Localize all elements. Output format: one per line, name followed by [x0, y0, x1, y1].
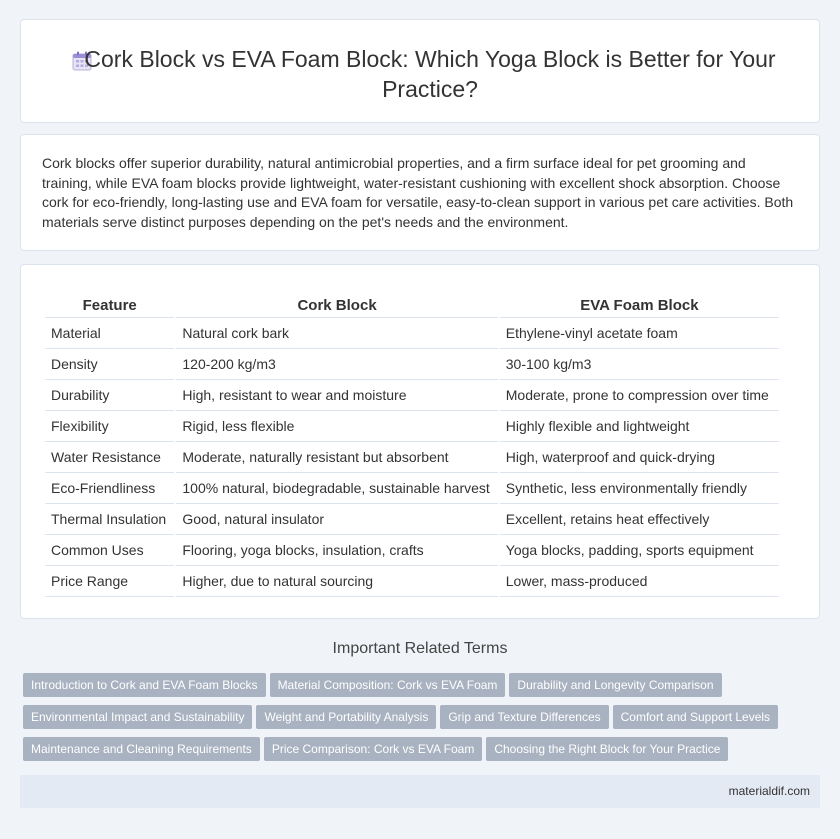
eva-cell: Synthetic, less environmentally friendly — [500, 473, 779, 504]
eva-cell: Excellent, retains heat effectively — [500, 504, 779, 535]
table-row — [45, 566, 779, 597]
feature-cell: Common Uses — [45, 535, 174, 566]
intro-card — [20, 134, 820, 251]
feature-cell: Thermal Insulation — [45, 504, 174, 535]
feature-cell: Flexibility — [45, 411, 174, 442]
feature-cell: Eco-Friendliness — [45, 473, 174, 504]
related-term-chip[interactable]: Grip and Texture Differences — [440, 705, 608, 729]
related-terms-heading: Important Related Terms — [332, 640, 508, 657]
cork-cell: 120-200 kg/m3 — [176, 349, 497, 380]
header-cork-block: Cork Block — [176, 294, 497, 318]
cork-cell: Flooring, yoga blocks, insulation, crafts — [176, 535, 497, 566]
comparison-card — [20, 264, 820, 619]
eva-cell: Lower, mass-produced — [500, 566, 779, 597]
table-row — [45, 318, 779, 349]
eva-cell: High, waterproof and quick-drying — [500, 442, 779, 473]
eva-cell: 30-100 kg/m3 — [500, 349, 779, 380]
related-term-chip[interactable]: Choosing the Right Block for Your Practice — [486, 737, 728, 761]
related-term-chip[interactable]: Weight and Portability Analysis — [256, 705, 436, 729]
cork-cell: Natural cork bark — [176, 318, 497, 349]
footer-site-link[interactable]: materialdif.com — [728, 784, 810, 798]
table-row — [45, 473, 779, 504]
intro-text: Cork blocks offer superior durability, natural antimicrobial properties, and a firm surface ideal for pet grooming and training, while EVA foam blocks provide lightweight, water-resistant cushioning with excellent shock absorption. Choose cork for eco-friendly, long-lasting use and EVA foam for versatile, easy-to-clean support in various pet care activities. Both materials serve distinct purposes depending on the pet's needs and the environment. — [42, 155, 794, 230]
header-feature: Feature — [45, 294, 174, 318]
table-row — [45, 380, 779, 411]
cork-cell: Moderate, naturally resistant but absorbent — [176, 442, 497, 473]
cork-cell: Good, natural insulator — [176, 504, 497, 535]
eva-cell: Moderate, prone to compression over time — [500, 380, 779, 411]
related-terms-row — [23, 737, 823, 761]
related-term-chip[interactable]: Durability and Longevity Comparison — [509, 673, 721, 697]
feature-cell: Durability — [45, 380, 174, 411]
footer — [20, 775, 820, 808]
eva-cell: Ethylene-vinyl acetate foam — [500, 318, 779, 349]
table-row — [45, 504, 779, 535]
related-terms-row — [23, 673, 823, 697]
table-row — [45, 442, 779, 473]
eva-cell: Highly flexible and lightweight — [500, 411, 779, 442]
table-row — [45, 349, 779, 380]
feature-cell: Material — [45, 318, 174, 349]
header-eva-foam-block: EVA Foam Block — [500, 294, 779, 318]
related-term-chip[interactable]: Material Composition: Cork vs EVA Foam — [270, 673, 506, 697]
table-row — [45, 411, 779, 442]
cork-cell: High, resistant to wear and moisture — [176, 380, 497, 411]
feature-cell: Density — [45, 349, 174, 380]
title-card — [20, 19, 820, 123]
comparison-table — [43, 294, 781, 597]
related-term-chip[interactable]: Price Comparison: Cork vs EVA Foam — [264, 737, 483, 761]
related-term-chip[interactable]: Comfort and Support Levels — [613, 705, 778, 729]
cork-cell: Higher, due to natural sourcing — [176, 566, 497, 597]
eva-cell: Yoga blocks, padding, sports equipment — [500, 535, 779, 566]
feature-cell: Water Resistance — [45, 442, 174, 473]
related-terms-row — [23, 705, 823, 729]
related-term-chip[interactable]: Introduction to Cork and EVA Foam Blocks — [23, 673, 266, 697]
cork-cell: Rigid, less flexible — [176, 411, 497, 442]
feature-cell: Price Range — [45, 566, 174, 597]
page-title: Cork Block vs EVA Foam Block: Which Yoga Block is Better for Your Practice? — [84, 46, 776, 102]
table-row — [45, 535, 779, 566]
related-term-chip[interactable]: Maintenance and Cleaning Requirements — [23, 737, 260, 761]
related-term-chip[interactable]: Environmental Impact and Sustainability — [23, 705, 252, 729]
related-terms-section — [0, 640, 840, 658]
table-header-row — [45, 294, 779, 318]
cork-cell: 100% natural, biodegradable, sustainable harvest — [176, 473, 497, 504]
